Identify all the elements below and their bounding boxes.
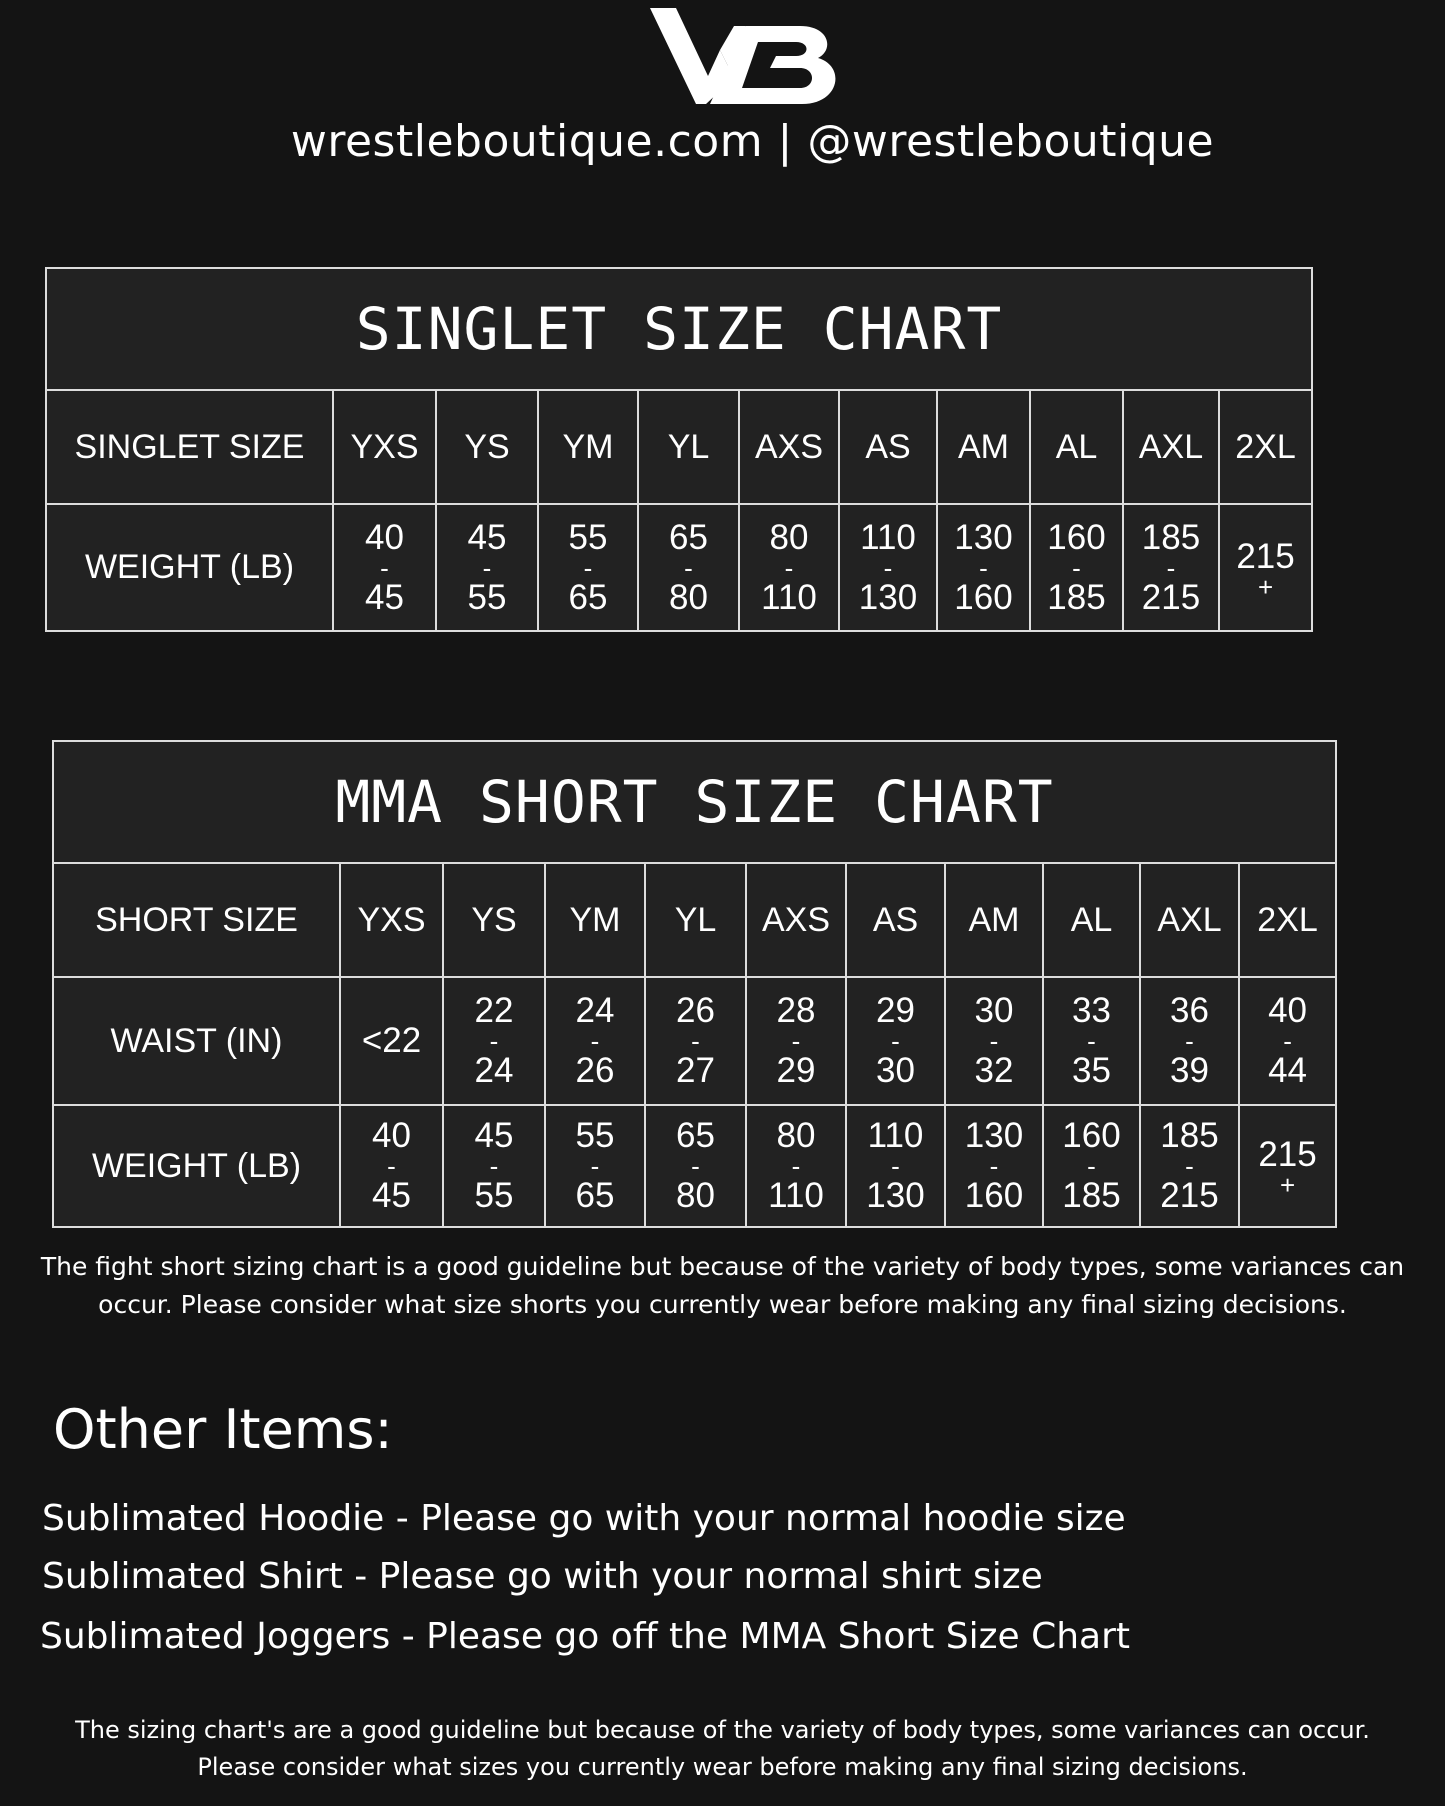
weight-cell: 65 - 80 xyxy=(638,504,739,631)
other-item-joggers: Sublimated Joggers - Please go off the MMA Short Size Chart xyxy=(40,1616,1131,1657)
mma-short-size-chart xyxy=(52,740,1337,1228)
other-items-heading: Other Items: xyxy=(53,1398,393,1461)
weight-cell: 55 - 65 xyxy=(538,504,638,631)
weight-cell: 130 - 160 xyxy=(937,504,1030,631)
size-cell: YL xyxy=(645,863,746,977)
size-cell: YXS xyxy=(333,390,436,504)
weight-cell: 215 + xyxy=(1239,1105,1336,1227)
waist-cell: <22 xyxy=(340,977,443,1105)
size-cell: AXL xyxy=(1123,390,1219,504)
weight-label: WEIGHT (LB) xyxy=(53,1105,340,1227)
size-cell: YXS xyxy=(340,863,443,977)
size-cell: AXS xyxy=(746,863,846,977)
size-cell: AM xyxy=(945,863,1043,977)
weight-cell: 215 + xyxy=(1219,504,1312,631)
weight-cell: 185 - 215 xyxy=(1123,504,1219,631)
weight-cell: 130 - 160 xyxy=(945,1105,1043,1227)
other-item-hoodie: Sublimated Hoodie - Please go with your normal hoodie size xyxy=(42,1498,1126,1539)
size-cell: 2XL xyxy=(1219,390,1312,504)
singlet-size-row xyxy=(46,390,1312,504)
singlet-chart-title: SINGLET SIZE CHART xyxy=(46,268,1312,390)
weight-cell: 45 - 55 xyxy=(443,1105,545,1227)
waist-label: WAIST (IN) xyxy=(53,977,340,1105)
waist-cell: 26 - 27 xyxy=(645,977,746,1105)
weight-label: WEIGHT (LB) xyxy=(46,504,333,631)
waist-cell: 22 - 24 xyxy=(443,977,545,1105)
weight-cell: 45 - 55 xyxy=(436,504,538,631)
size-cell: YM xyxy=(538,390,638,504)
weight-cell: 185 - 215 xyxy=(1140,1105,1239,1227)
size-cell: AXL xyxy=(1140,863,1239,977)
tagline: wrestleboutique.com | @wrestleboutique xyxy=(290,116,1215,167)
weight-cell: 160 - 185 xyxy=(1030,504,1123,631)
singlet-size-label: SINGLET SIZE xyxy=(46,390,333,504)
weight-cell: 160 - 185 xyxy=(1043,1105,1140,1227)
weight-cell: 40 - 45 xyxy=(340,1105,443,1227)
waist-cell: 24 - 26 xyxy=(545,977,645,1105)
size-cell: 2XL xyxy=(1239,863,1336,977)
mma-waist-row xyxy=(53,977,1336,1105)
size-cell: AL xyxy=(1043,863,1140,977)
size-cell: AS xyxy=(846,863,945,977)
size-cell: YS xyxy=(443,863,545,977)
waist-cell: 28 - 29 xyxy=(746,977,846,1105)
mma-chart-title: MMA SHORT SIZE CHART xyxy=(53,741,1336,863)
weight-cell: 40 - 45 xyxy=(333,504,436,631)
weight-cell: 110 - 130 xyxy=(839,504,937,631)
weight-cell: 55 - 65 xyxy=(545,1105,645,1227)
weight-cell: 80 - 110 xyxy=(739,504,839,631)
waist-cell: 30 - 32 xyxy=(945,977,1043,1105)
size-cell: YM xyxy=(545,863,645,977)
weight-cell: 65 - 80 xyxy=(645,1105,746,1227)
size-cell: AXS xyxy=(739,390,839,504)
other-item-shirt: Sublimated Shirt - Please go with your normal shirt size xyxy=(42,1556,1043,1597)
singlet-size-chart xyxy=(45,267,1313,632)
singlet-weight-row xyxy=(46,504,1312,631)
footer-sizing-note: The sizing chart's are a good guideline but because of the variety of body types, some variances can occur. Please consider what sizes you currently wear before making any final sizing decisions. xyxy=(75,1716,1370,1781)
short-size-label: SHORT SIZE xyxy=(53,863,340,977)
waist-cell: 40 - 44 xyxy=(1239,977,1336,1105)
weight-cell: 80 - 110 xyxy=(746,1105,846,1227)
wb-logo-icon xyxy=(650,6,850,108)
waist-cell: 33 - 35 xyxy=(1043,977,1140,1105)
weight-cell: 110 - 130 xyxy=(846,1105,945,1227)
waist-cell: 36 - 39 xyxy=(1140,977,1239,1105)
size-cell: YS xyxy=(436,390,538,504)
size-cell: AM xyxy=(937,390,1030,504)
mma-weight-row xyxy=(53,1105,1336,1227)
size-cell: AL xyxy=(1030,390,1123,504)
mma-size-row xyxy=(53,863,1336,977)
size-cell: AS xyxy=(839,390,937,504)
short-sizing-note: The fight short sizing chart is a good guideline but because of the variety of body types, some variances can occur. Please consider what size shorts you currently wear before making any final sizing decisions. xyxy=(40,1252,1405,1319)
size-cell: YL xyxy=(638,390,739,504)
waist-cell: 29 - 30 xyxy=(846,977,945,1105)
